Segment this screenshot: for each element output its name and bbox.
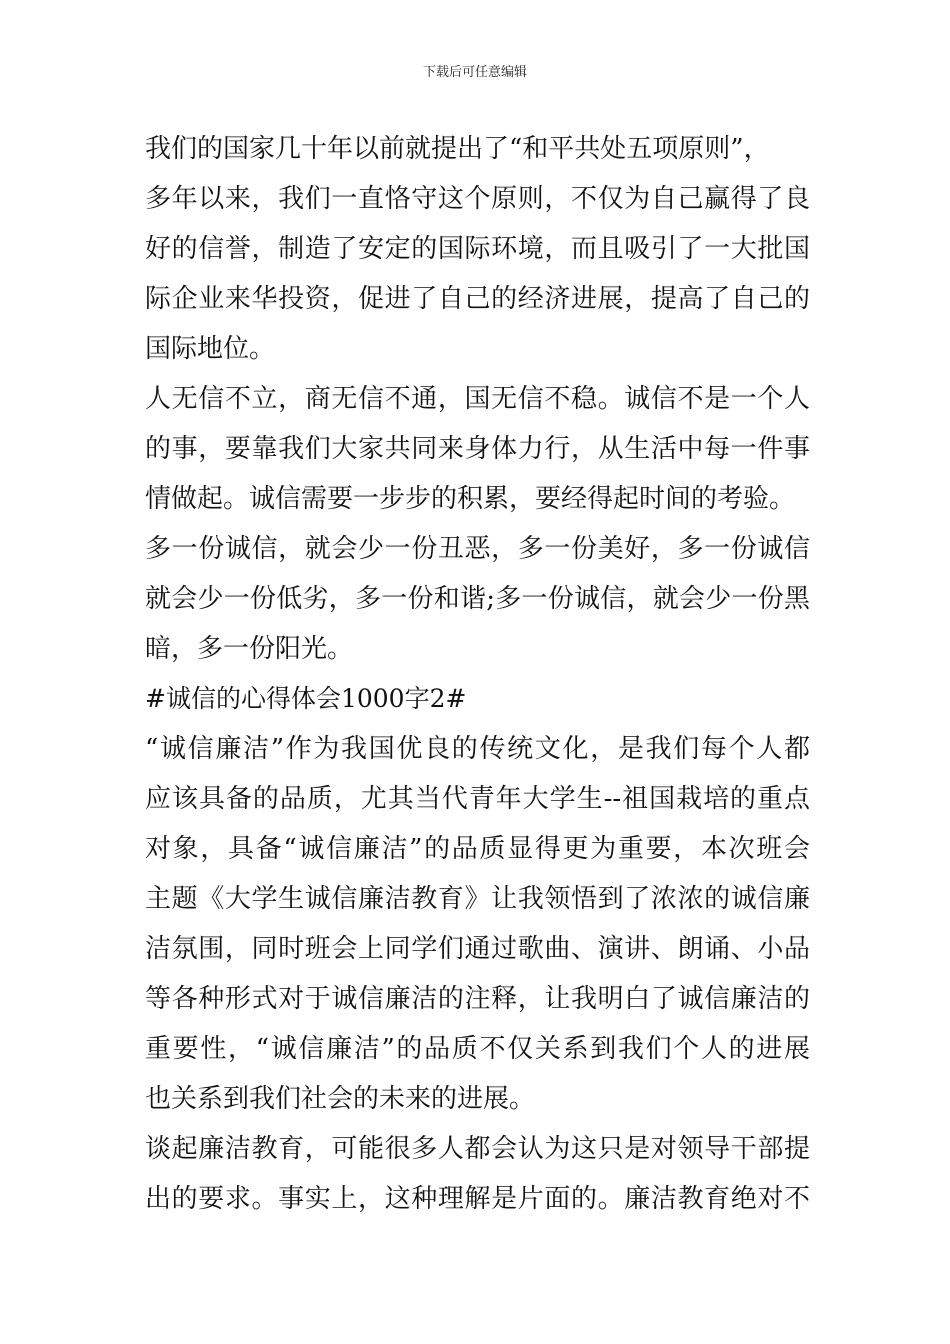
document-body [145, 124, 810, 1224]
text-line: 主题《大学生诚信廉洁教育》让我领悟到了浓浓的诚信廉 [145, 884, 810, 914]
section-heading: #诚信的心得体会1000字2# [145, 684, 467, 713]
text-line: 我们的国家几十年以前就提出了“和平共处五项原则”， [145, 134, 770, 164]
text-line: 对象，具备“诚信廉洁”的品质显得更为重要，本次班会 [145, 834, 810, 864]
text-line: 重要性，“诚信廉洁”的品质不仅关系到我们个人的进展 [145, 1034, 810, 1064]
text-line: 多年以来，我们一直恪守这个原则，不仅为自己赢得了良 [145, 184, 810, 214]
text-line: 暗，多一份阳光。 [145, 634, 354, 664]
text-line: 谈起廉洁教育，可能很多人都会认为这只是对领导干部提 [145, 1134, 810, 1164]
text-line: 的事，要靠我们大家共同来身体力行，从生活中每一件事 [145, 434, 810, 464]
text-line: 等各种形式对于诚信廉洁的注释，让我明白了诚信廉洁的 [145, 984, 810, 1014]
text-line: 洁氛围，同时班会上同学们通过歌曲、演讲、朗诵、小品 [145, 934, 810, 964]
text-line: 好的信誉，制造了安定的国际环境，而且吸引了一大批国 [145, 234, 810, 264]
text-line: 情做起。诚信需要一步步的积累，要经得起时间的考验。 [145, 484, 796, 514]
text-line: 国际地位。 [145, 334, 276, 364]
text-line: 人无信不立，商无信不通，国无信不稳。诚信不是一个人 [145, 384, 810, 414]
text-line: 也关系到我们社会的未来的进展。 [145, 1084, 536, 1114]
page-header-note: 下载后可任意编辑 [422, 65, 527, 80]
text-line: 际企业来华投资，促进了自己的经济进展，提高了自己的 [145, 284, 810, 314]
text-line: 应该具备的品质，尤其当代青年大学生--祖国栽培的重点 [145, 784, 810, 814]
text-line: “诚信廉洁”作为我国优良的传统文化，是我们每个人都 [145, 734, 810, 764]
text-line: 多一份诚信，就会少一份丑恶，多一份美好，多一份诚信 [145, 534, 810, 564]
text-line: 出的要求。事实上，这种理解是片面的。廉洁教育绝对不 [145, 1184, 810, 1214]
text-line: 就会少一份低劣，多一份和谐;多一份诚信，就会少一份黑 [145, 584, 810, 614]
